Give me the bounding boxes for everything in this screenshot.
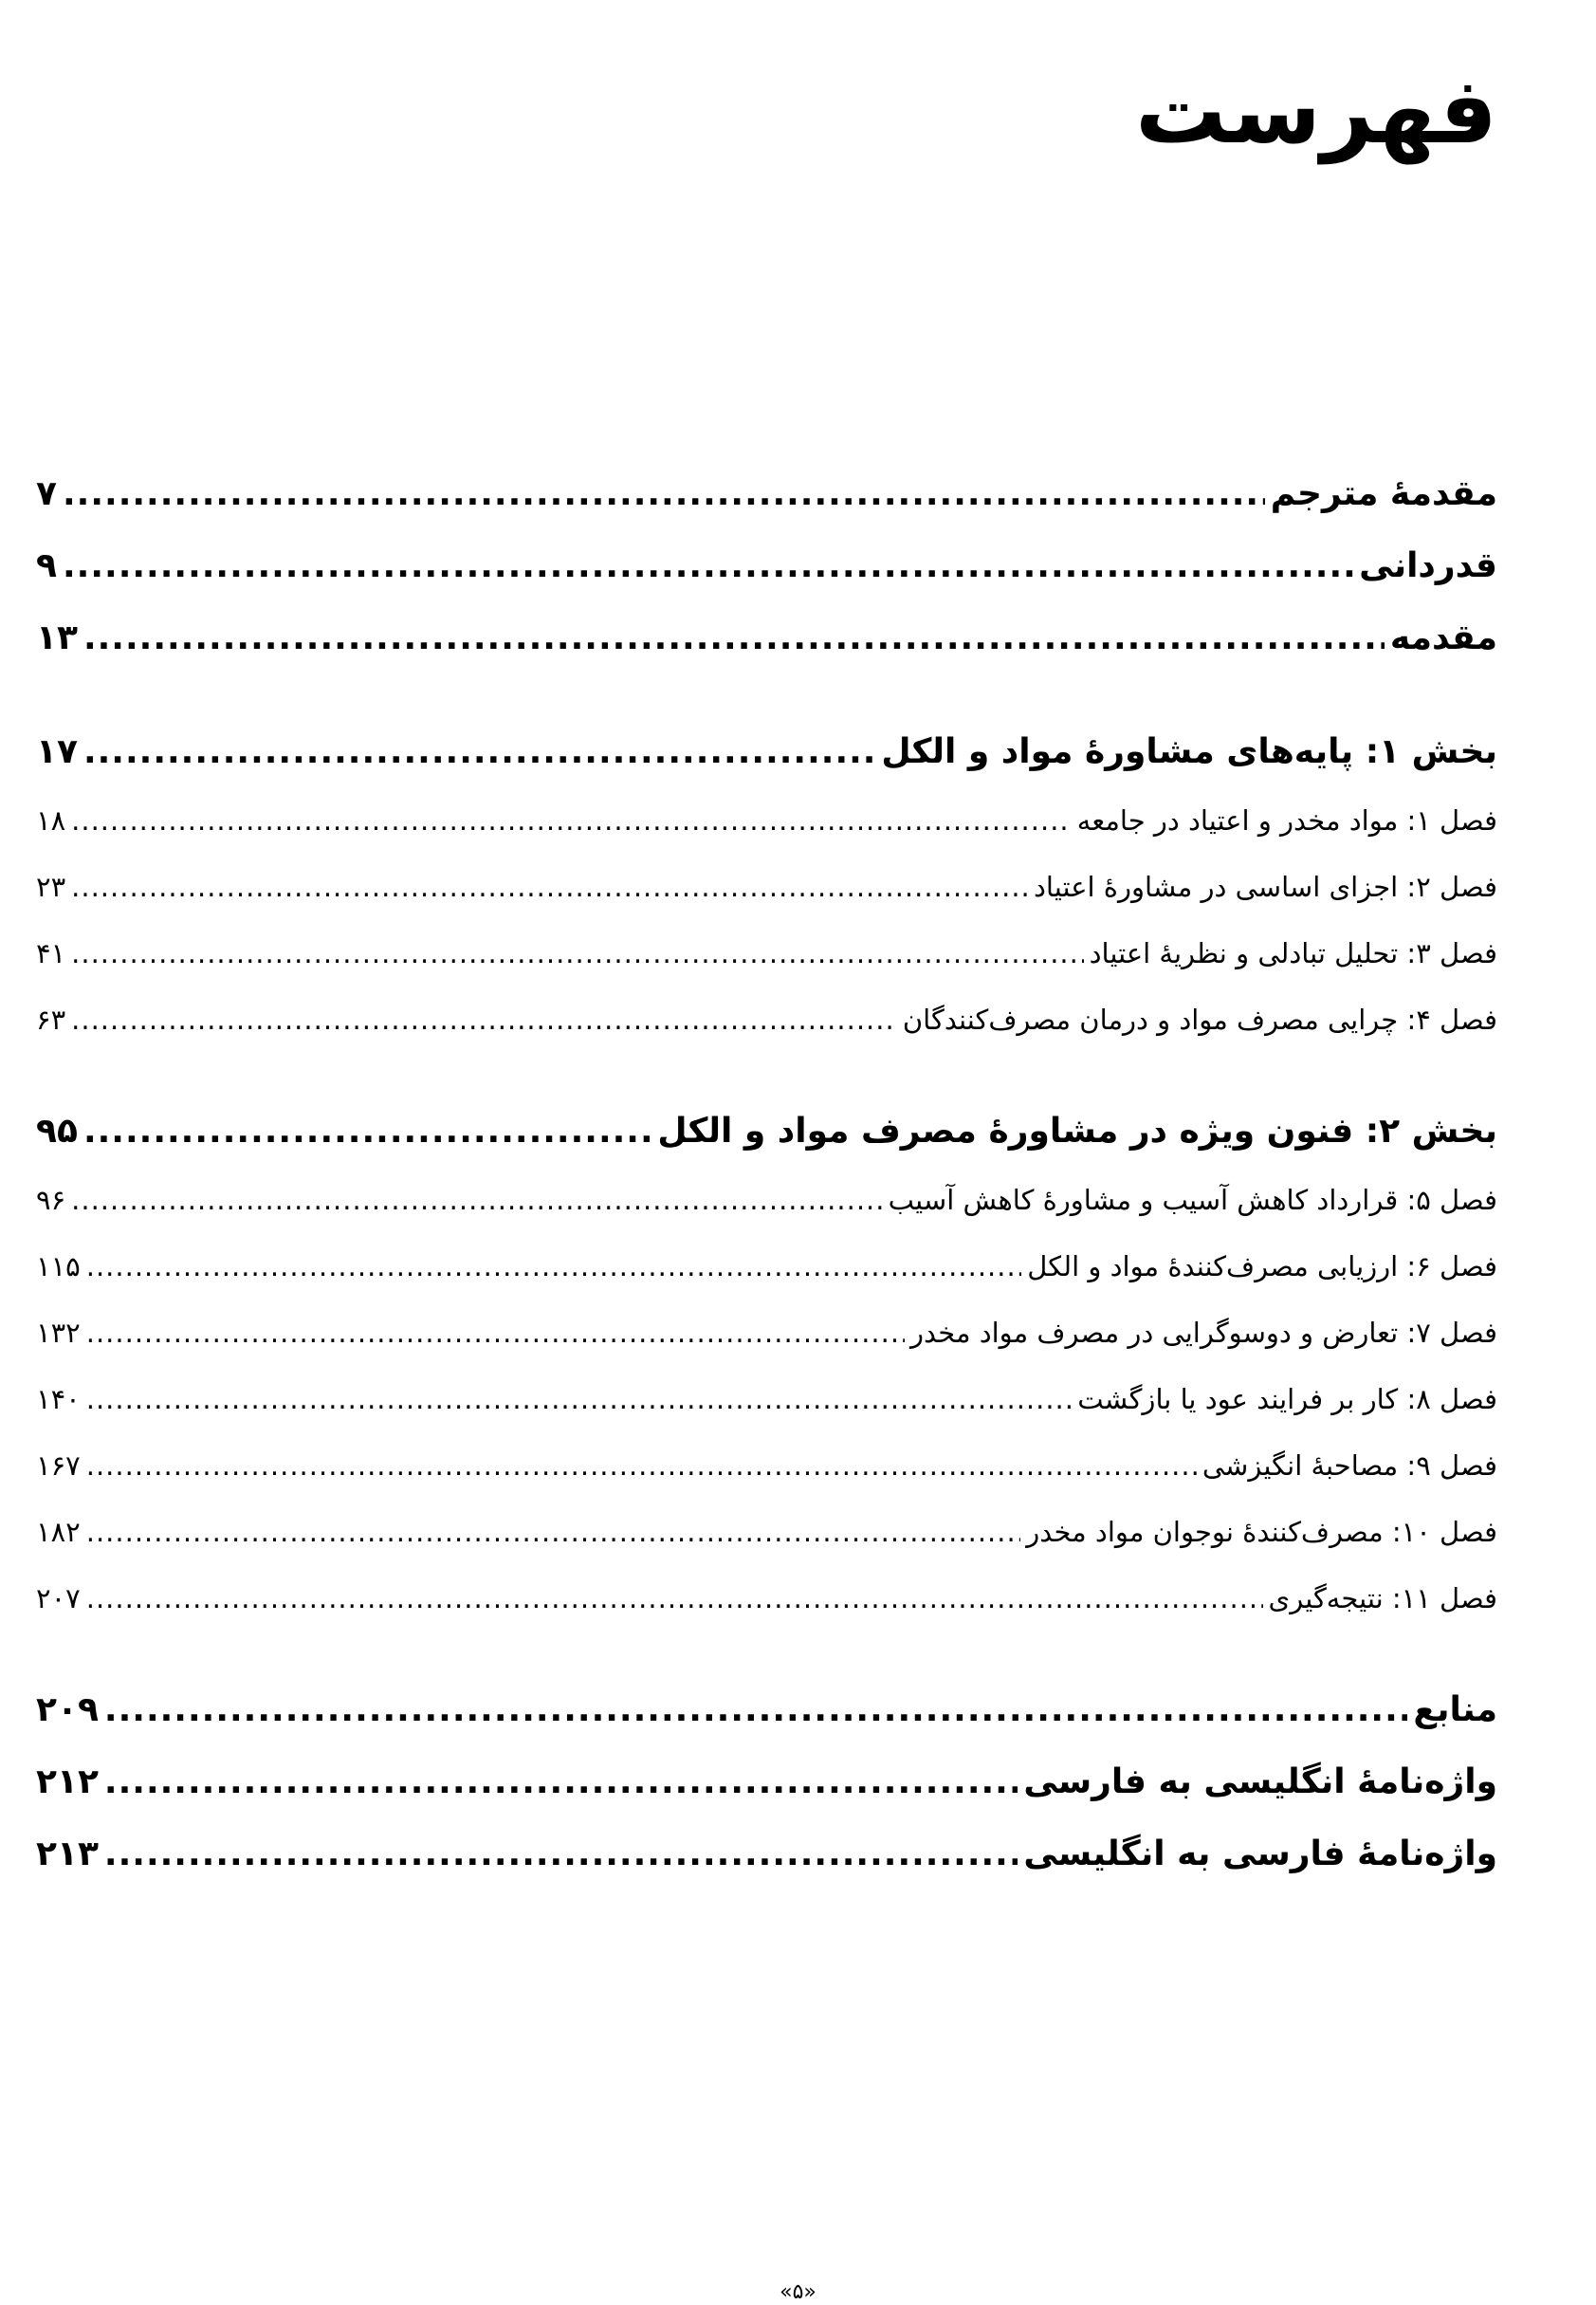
toc-chapter-title: فصل ۱۱: نتیجه‌گیری bbox=[1268, 1582, 1497, 1614]
toc-chapter-2[interactable] bbox=[36, 871, 1497, 937]
toc-chapter-page: ۱۴۰ bbox=[36, 1383, 81, 1415]
dot-leader bbox=[86, 1449, 1197, 1482]
toc-part-page: ۱۷ bbox=[36, 732, 78, 771]
page-title: فهرست bbox=[1135, 58, 1497, 164]
toc-entry-title: واژه‌نامهٔ فارسی به انگلیسی bbox=[1023, 1835, 1497, 1873]
toc-chapter-page: ۱۱۵ bbox=[36, 1250, 81, 1282]
toc-chapter-title: فصل ۴: چرایی مصرف مواد و درمان مصرف‌کنندگان bbox=[902, 1004, 1497, 1036]
toc-chapter-page: ۱۶۷ bbox=[36, 1449, 81, 1482]
toc-chapter-title: فصل ۳: تحلیل تبادلی و نظریهٔ اعتیاد bbox=[1089, 937, 1497, 969]
toc-entry-page: ۹ bbox=[36, 546, 57, 585]
toc-entry-glossary-fa-en[interactable] bbox=[36, 1835, 1497, 1907]
dot-leader bbox=[86, 1516, 1021, 1548]
toc-chapter-6[interactable] bbox=[36, 1250, 1497, 1317]
dot-leader bbox=[86, 1582, 1263, 1614]
toc-chapter-page: ۲۰۷ bbox=[36, 1582, 81, 1614]
toc-entry-title: مقدمهٔ مترجم bbox=[1270, 474, 1497, 513]
toc-entry-page: ۲۱۳ bbox=[36, 1835, 99, 1873]
toc-chapter-11[interactable] bbox=[36, 1582, 1497, 1649]
dot-leader bbox=[104, 1690, 1407, 1729]
toc-chapter-10[interactable] bbox=[36, 1516, 1497, 1582]
dot-leader bbox=[86, 1250, 1022, 1282]
dot-leader bbox=[71, 1184, 883, 1216]
toc-chapter-page: ۱۸۲ bbox=[36, 1516, 81, 1548]
toc-chapter-title: فصل ۱۰: مصرف‌کنندهٔ نوجوان مواد مخدر bbox=[1026, 1516, 1497, 1548]
dot-leader bbox=[86, 1317, 905, 1349]
dot-leader bbox=[83, 1112, 651, 1151]
dot-leader bbox=[71, 804, 1072, 837]
toc-chapter-page: ۹۶ bbox=[36, 1184, 66, 1216]
toc-chapter-7[interactable] bbox=[36, 1317, 1497, 1383]
toc-part-2[interactable] bbox=[36, 1112, 1497, 1184]
dot-leader bbox=[83, 732, 875, 771]
toc-entry-title: قدردانی bbox=[1359, 546, 1497, 585]
toc-entry-page: ۷ bbox=[36, 474, 57, 513]
toc-entry-title: مقدمه bbox=[1389, 618, 1497, 657]
toc-part-title: بخش ۲: فنون ویژه در مشاورهٔ مصرف مواد و الکل bbox=[657, 1112, 1497, 1151]
dot-leader bbox=[104, 1835, 1018, 1873]
toc-entry-title: منابع bbox=[1413, 1690, 1497, 1729]
toc-chapter-9[interactable] bbox=[36, 1449, 1497, 1516]
toc-chapter-page: ۶۳ bbox=[36, 1004, 66, 1036]
dot-leader bbox=[71, 937, 1083, 969]
toc-chapter-page: ۱۸ bbox=[36, 804, 66, 837]
toc-chapter-1[interactable] bbox=[36, 804, 1497, 871]
toc-chapter-title: فصل ۶: ارزیابی مصرف‌کنندهٔ مواد و الکل bbox=[1027, 1250, 1497, 1282]
toc-entry-references[interactable] bbox=[36, 1690, 1497, 1762]
toc-entry-page: ۱۳ bbox=[36, 618, 78, 657]
toc-entry-title: واژه‌نامهٔ انگلیسی به فارسی bbox=[1023, 1762, 1497, 1801]
dot-leader bbox=[71, 871, 1028, 903]
toc-chapter-8[interactable] bbox=[36, 1383, 1497, 1449]
toc-chapter-page: ۲۳ bbox=[36, 871, 66, 903]
toc-entry-acknowledgements[interactable] bbox=[36, 546, 1497, 618]
toc-chapter-page: ۴۱ bbox=[36, 937, 66, 969]
toc-chapter-title: فصل ۹: مصاحبهٔ انگیزشی bbox=[1202, 1449, 1497, 1482]
dot-leader bbox=[63, 474, 1265, 513]
toc-entry-glossary-en-fa[interactable] bbox=[36, 1762, 1497, 1835]
toc-chapter-4[interactable] bbox=[36, 1004, 1497, 1070]
toc-entry-page: ۲۰۹ bbox=[36, 1690, 99, 1729]
toc-part-title: بخش ۱: پایه‌های مشاورهٔ مواد و الکل bbox=[881, 732, 1497, 771]
toc-chapter-5[interactable] bbox=[36, 1184, 1497, 1250]
toc-part-page: ۹۵ bbox=[36, 1112, 78, 1151]
toc-chapter-title: فصل ۲: اجزای اساسی در مشاورهٔ اعتیاد bbox=[1033, 871, 1497, 903]
page-number: «۵» bbox=[780, 2280, 816, 2304]
toc-part-1[interactable] bbox=[36, 732, 1497, 804]
toc-entry-page: ۲۱۲ bbox=[36, 1762, 99, 1801]
dot-leader bbox=[71, 1004, 897, 1036]
toc-entry-translator-preface[interactable] bbox=[36, 474, 1497, 546]
toc-chapter-3[interactable] bbox=[36, 937, 1497, 1004]
toc-chapter-title: فصل ۵: قرارداد کاهش آسیب و مشاورهٔ کاهش آسیب bbox=[888, 1184, 1497, 1216]
dot-leader bbox=[63, 546, 1353, 585]
toc-chapter-title: فصل ۷: تعارض و دوسوگرایی در مصرف مواد مخدر bbox=[910, 1317, 1497, 1349]
dot-leader bbox=[104, 1762, 1018, 1801]
dot-leader bbox=[86, 1383, 1073, 1415]
dot-leader bbox=[83, 618, 1385, 657]
toc-chapter-page: ۱۳۲ bbox=[36, 1317, 81, 1349]
toc-chapter-title: فصل ۸: کار بر فرایند عود یا بازگشت bbox=[1077, 1383, 1497, 1415]
toc-entry-introduction[interactable] bbox=[36, 618, 1497, 691]
table-of-contents bbox=[36, 474, 1497, 1907]
toc-chapter-title: فصل ۱: مواد مخدر و اعتیاد در جامعه bbox=[1076, 804, 1497, 837]
